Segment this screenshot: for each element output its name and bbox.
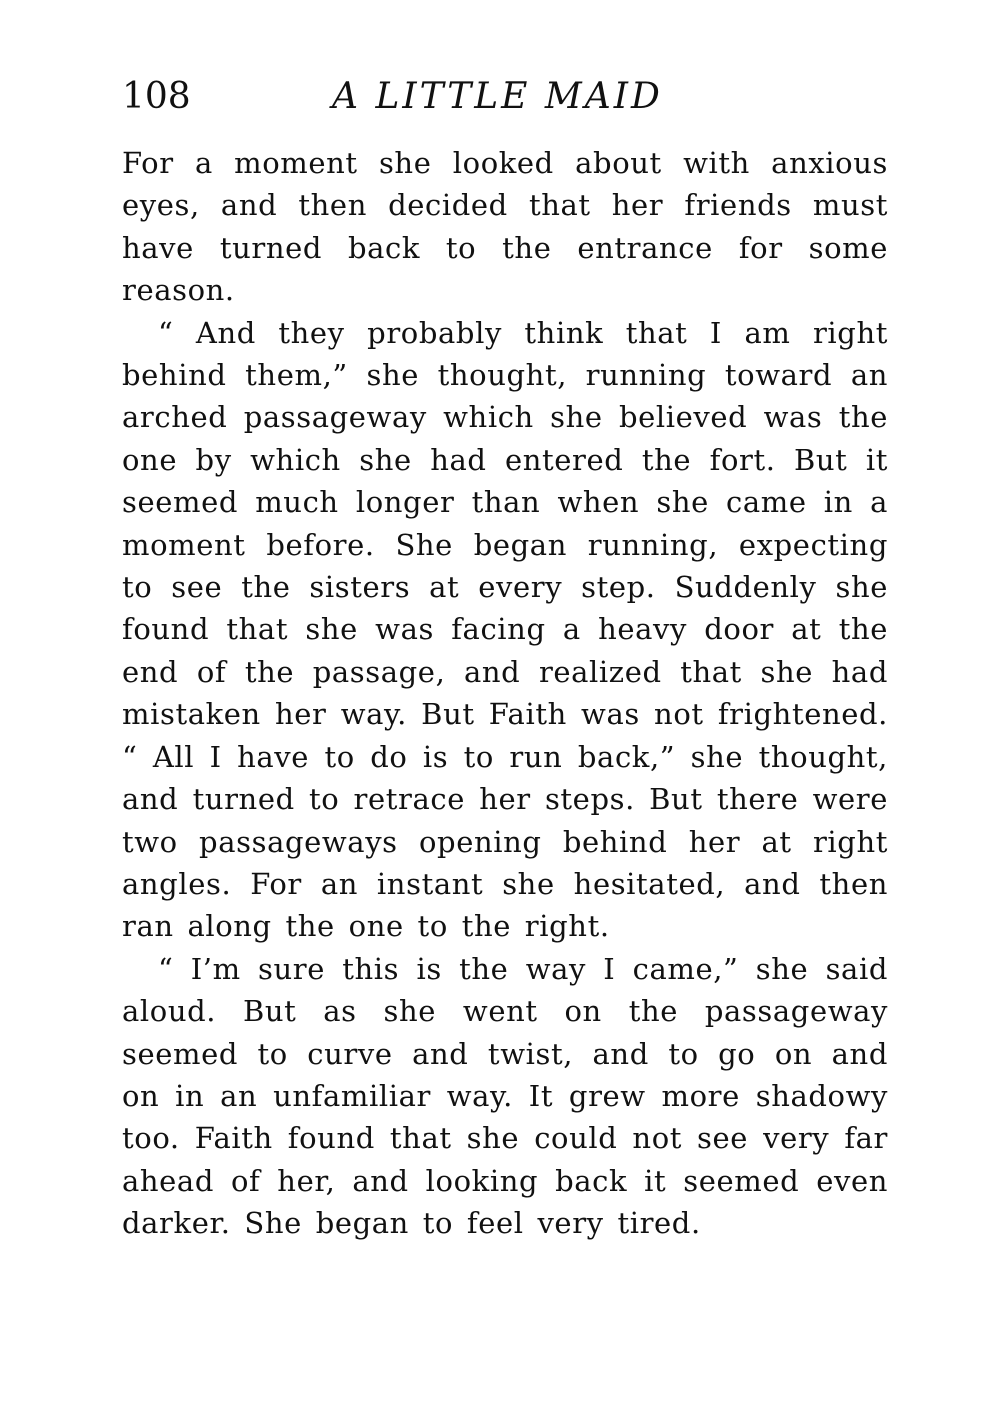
paragraph: For a moment she looked about with anxious eyes, and then decided that her friends must have turned back to the entrance for some reason. xyxy=(122,146,888,308)
page-number: 108 xyxy=(122,76,191,117)
paragraph: “ I’m sure this is the way I came,” she said aloud. But as she went on the passageway seemed to curve and twist, and to go on and on in an unfamiliar way. It grew more shadowy too. Faith found that she could not see very far ahead of her, and looking back it seemed even darker. She began to feel very tired. xyxy=(122,951,888,1241)
running-head xyxy=(122,72,892,122)
paragraph: “ And they probably think that I am right behind them,” she thought, running toward an arched passageway which she believed was the one by which she had entered the fort. But it seemed much longer than when she came in a moment before. She began running, expecting to see the sisters at every step. Suddenly she found that she was facing a heavy door at the end of the passage, and realized that she had mistaken her way. But Faith was not frightened. “ All I have to do is to run back,” she thought, and turned to retrace her steps. But there were two passageways opening behind her at right angles. For an instant she hesitated, and then ran along the one to the right. xyxy=(122,315,888,944)
running-title: A LITTLE MAID xyxy=(332,76,663,117)
body-text xyxy=(122,142,888,1245)
